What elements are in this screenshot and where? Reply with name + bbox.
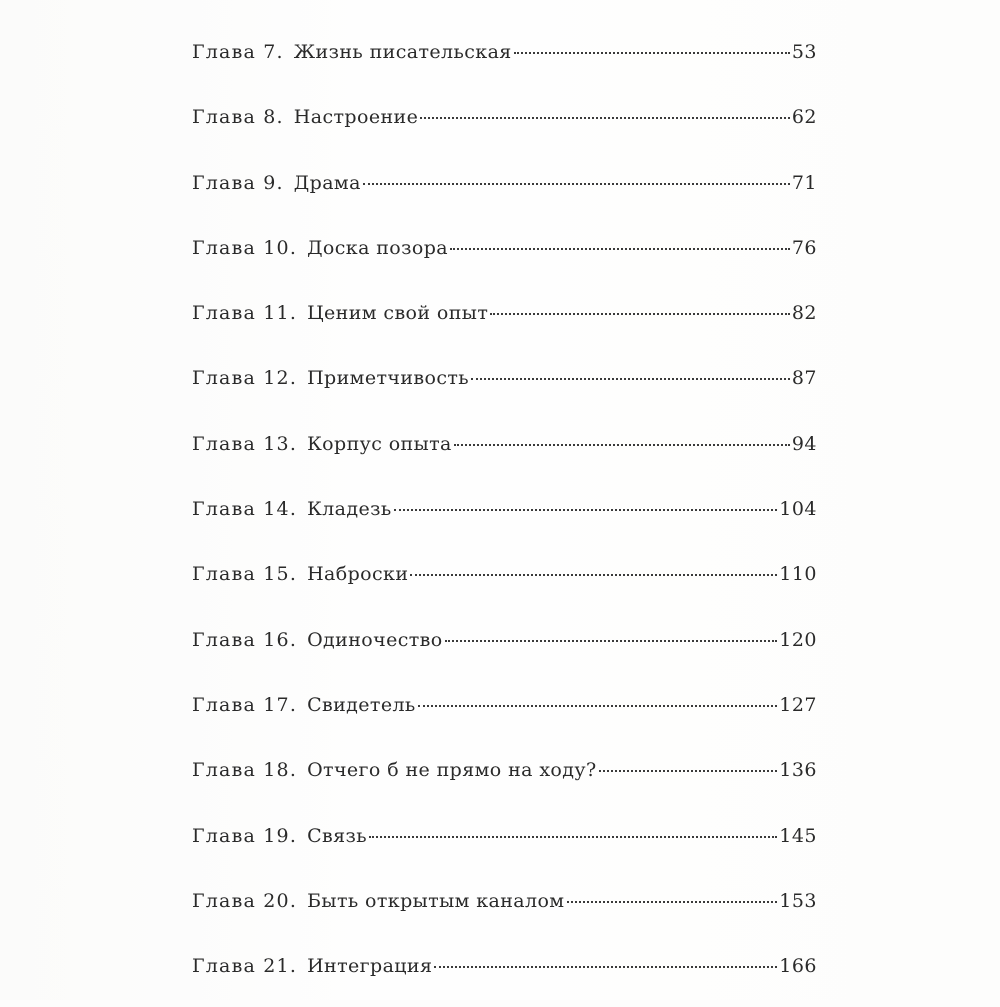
page-number: 136 xyxy=(779,759,817,782)
toc-entry-chapter-11 xyxy=(192,289,817,354)
chapter-label: Глава 19. xyxy=(192,824,298,847)
page-number: 166 xyxy=(779,955,817,978)
dot-leader xyxy=(514,52,790,54)
chapter-label: Глава 7. xyxy=(192,41,284,63)
chapter-title: Отчего б не прямо на ходу? xyxy=(307,759,597,782)
toc-entry-chapter-14 xyxy=(192,485,817,550)
page-number: 71 xyxy=(791,171,817,194)
dot-leader xyxy=(410,574,777,576)
chapter-title: Интеграция xyxy=(307,955,433,978)
dot-leader xyxy=(567,901,778,903)
toc-entry-chapter-19 xyxy=(192,812,817,877)
page-number: 145 xyxy=(779,824,817,847)
dot-leader xyxy=(599,770,778,772)
toc-entry-chapter-9 xyxy=(192,159,817,224)
dot-leader xyxy=(471,378,790,380)
toc-entry-chapter-7 xyxy=(192,28,817,93)
toc-entry-chapter-12 xyxy=(192,354,817,419)
chapter-title: Быть открытым каналом xyxy=(307,889,565,912)
dot-leader xyxy=(363,183,790,185)
chapter-title: Жизнь писательская xyxy=(293,41,512,63)
chapter-label: Глава 16. xyxy=(192,628,298,651)
chapter-label: Глава 12. xyxy=(192,367,298,390)
toc-entry-chapter-10 xyxy=(192,224,817,289)
chapter-title: Ценим свой опыт xyxy=(307,302,489,325)
toc-entry-chapter-17 xyxy=(192,681,817,746)
toc-entry-chapter-16 xyxy=(192,616,817,681)
chapter-label: Глава 21. xyxy=(192,955,298,978)
chapter-label: Глава 11. xyxy=(192,302,298,325)
dot-leader xyxy=(369,836,777,838)
page-number: 127 xyxy=(779,693,817,716)
toc-entry-chapter-20 xyxy=(192,877,817,942)
page-number: 104 xyxy=(779,498,817,521)
page-number: 110 xyxy=(779,563,817,586)
chapter-title: Связь xyxy=(307,824,367,847)
chapter-label: Глава 18. xyxy=(192,759,298,782)
chapter-title: Кладезь xyxy=(307,498,392,521)
dot-leader xyxy=(420,117,790,119)
page-number: 82 xyxy=(791,302,817,325)
dot-leader xyxy=(418,705,778,707)
page-number: 53 xyxy=(791,41,817,63)
page-number: 120 xyxy=(779,628,817,651)
chapter-title: Одиночество xyxy=(307,628,443,651)
chapter-title: Свидетель xyxy=(307,693,416,716)
chapter-label: Глава 10. xyxy=(192,236,298,259)
page-number: 153 xyxy=(779,889,817,912)
chapter-title: Доска позора xyxy=(307,236,449,259)
toc-entry-chapter-21 xyxy=(192,942,817,1007)
chapter-label: Глава 8. xyxy=(192,106,284,129)
page-number: 62 xyxy=(791,106,817,129)
chapter-label: Глава 17. xyxy=(192,693,298,716)
page-number: 76 xyxy=(791,236,817,259)
chapter-title: Настроение xyxy=(293,106,419,129)
chapter-label: Глава 9. xyxy=(192,171,284,194)
toc-entry-chapter-15 xyxy=(192,550,817,615)
chapter-title: Корпус опыта xyxy=(307,432,452,455)
toc-entry-chapter-18 xyxy=(192,746,817,811)
toc-entry-chapter-8 xyxy=(192,93,817,158)
page-number: 87 xyxy=(791,367,817,390)
dot-leader xyxy=(450,248,790,250)
chapter-label: Глава 13. xyxy=(192,432,298,455)
page-number: 94 xyxy=(791,432,817,455)
chapter-title: Наброски xyxy=(307,563,409,586)
table-of-contents xyxy=(192,28,817,1007)
dot-leader xyxy=(454,444,790,446)
chapter-label: Глава 15. xyxy=(192,563,298,586)
dot-leader xyxy=(434,966,777,968)
chapter-title: Приметчивость xyxy=(307,367,470,390)
chapter-title: Драма xyxy=(293,171,361,194)
dot-leader xyxy=(445,640,778,642)
toc-entry-chapter-13 xyxy=(192,420,817,485)
dot-leader xyxy=(490,313,790,315)
chapter-label: Глава 14. xyxy=(192,498,298,521)
chapter-label: Глава 20. xyxy=(192,889,298,912)
dot-leader xyxy=(394,509,778,511)
